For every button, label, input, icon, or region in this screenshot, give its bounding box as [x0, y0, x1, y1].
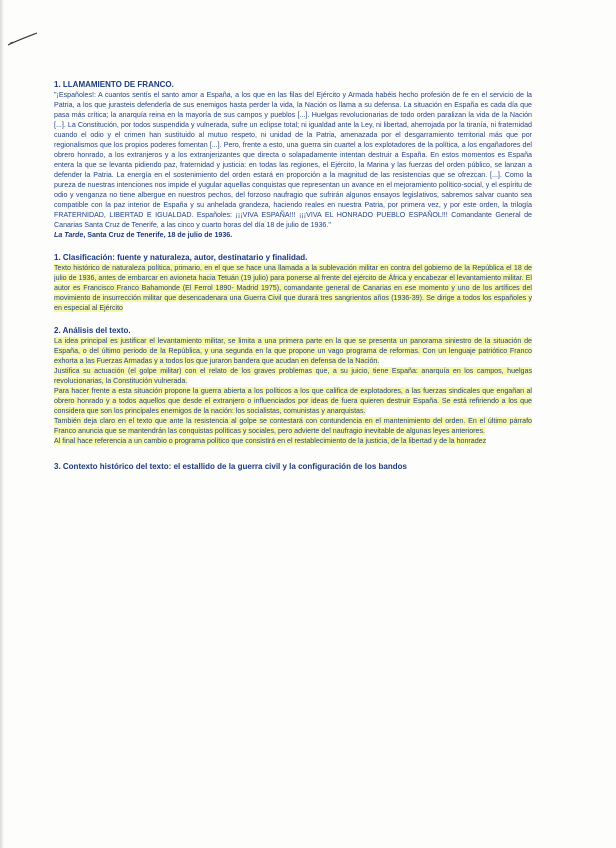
highlighted-analysis-5: Al final hace referencia a un cambio o programa político que consistirá en el restablecimiento de la justicia, de la libertad y de la honradez	[54, 437, 487, 445]
newspaper-name: La Tarde	[54, 231, 84, 239]
quote-text: "¡Españoles!: A cuantos sentís el santo amor a España, a los que en las filas del Ejército y Armada habéis hecho profesión de fe en el servicio de la Patria, a los que jurasteis defenderla de sus enemigos hasta perder la vida, la Nación os llama a su defensa. La situación en España es cada día que pasa más crítica; la anarquía reina en la mayoría de sus campos y pueblos [...]. Huelgas revolucionarias de todo orden paralizan la vida de la Nación [...]. La Constitución, por todos suspendida y vulnerada, sufre un eclipse total; ni igualdad ante la Ley, ni libertad, aherrojada por la tiranía, ni fraternidad cuando el odio y el crimen han sustituido al mutuo respeto, ni unidad de la Patria, amenazada por el desgarramiento territorial más que por regionalismos que los propios poderes fomentan [...]. Pero, frente a esto, una guerra sin cuartel a los explotadores de la política, a los engañadores del obrero honrado, a los extranjeros y a los extranjerizantes que directa o solapadamente intentan destruir a España. En estos momentos es España entera la que se levanta pidiendo paz, fraternidad y justicia: en todas las regiones, el Ejército, la Marina y las fuerzas del orden público, se lanzan a defender la Patria. La energía en el sostenimiento del orden estará en proporción a la magnitud de las resistencias que se ofrezcan. [...]. Como la pureza de nuestras intenciones nos impide el yugular aquellas conquistas que representan un avance en el mejoramiento político-social, y el espíritu de odio y venganza no tiene albergue en nuestros pechos, del forzoso naufragio que sufrirán algunos ensayos legislativos, sabremos salvar cuanto sea compatible con la paz interior de España y su anhelada grandeza, haciendo reales en nuestra Patria, por primera vez, y por este orden, la trilogía FRATERNIDAD, LIBERTAD E IGUALDAD. Españoles: ¡¡¡VIVA ESPAÑA!!! ¡¡¡VIVA EL HONRADO PUEBLO ESPAÑOL!!! Comandante General de Canarias Santa Cruz de Tenerife, a las cinco y cuarto horas del día 18 de julio de 1936."	[54, 91, 532, 229]
quote-source	[54, 230, 532, 240]
section-title-analisis: 2. Análisis del texto.	[54, 326, 131, 335]
classification-text	[54, 263, 532, 313]
highlighted-classification: Texto histórico de naturaleza política, primario, en el que se hace una llamada a la sublevación militar en contra del gobierno de la República el 18 de julio de 1936, antes de embarcar en avioneta hacia Tetuán (19 julio) para ponerse al frente del ejército de África y encabezar el levantamiento militar. El autor es Francisco Franco Bahamonde (El Ferrol 1890- Madrid 1975), comandante general de Canarias en ese momento y uno de los artífices del movimiento de insurrección militar que desencadenara una Guerra Civil que durará tres sangrientos años (1936-39). Se dirige a todos los españoles y en especial al Ejército	[54, 264, 532, 312]
section-title-contexto: 3. Contexto histórico del texto: el estallido de la guerra civil y la configuración de los bandos	[54, 462, 407, 471]
analysis-paragraph-5	[54, 436, 532, 446]
highlighted-analysis-3: Para hacer frente a esta situación propone la guerra abierta a los políticos a los que califica de explotadores, a las fuerzas sindicales que engañan al obrero honrado y a todos aquellos que desde el extranjero o influenciados por ideas de fuera quieren destruir España. Se está refiriendo a los que considera que son los principales enemigos de la nación: los socialistas, comunistas y anarquistas.	[54, 387, 532, 415]
analysis-paragraph-4	[54, 416, 532, 436]
highlighted-analysis-4: También deja claro en el texto que ante la resistencia al golpe se contestará con contundencia en el mantenimiento del orden. En el último párrafo Franco anuncia que se mantendrán las conquistas políticas y sociales, pero advierte del naufragio inevitable de algunas leyes anteriores.	[54, 417, 532, 435]
source-place-date: , Santa Cruz de Tenerife, 18 de julio de 1936.	[83, 231, 233, 239]
highlighted-analysis-1: La idea principal es justificar el levantamiento militar, se limita a una primera parte en la que se presenta un panorama siniestro de la situación de España, o del último periodo de la República, y una segunda en la que propone un vago programa de reformas. Con un lenguaje patriótico Franco exhorta a las Fuerzas Armadas y a todos los que juraron bandera que acudan en defensa de la Nación.	[54, 337, 532, 365]
analysis-paragraph-2	[54, 366, 532, 386]
analysis-paragraph-3	[54, 386, 532, 416]
analysis-paragraph-1	[54, 336, 532, 366]
section-title-llamamiento: 1. LLAMAMIENTO DE FRANCO.	[54, 80, 174, 89]
corner-pen-mark	[6, 30, 40, 48]
section-title-clasificacion: 1. Clasificación: fuente y naturaleza, autor, destinatario y finalidad.	[54, 253, 308, 262]
scan-edge-shadow	[0, 0, 4, 848]
highlighted-analysis-2: Justifica su actuación (el golpe militar) con el relato de los graves problemas que, a su juicio, tiene España: anarquía en los campos, huelgas revolucionarias, la Constitución vulnerada.	[54, 367, 532, 385]
document-content	[54, 80, 532, 472]
